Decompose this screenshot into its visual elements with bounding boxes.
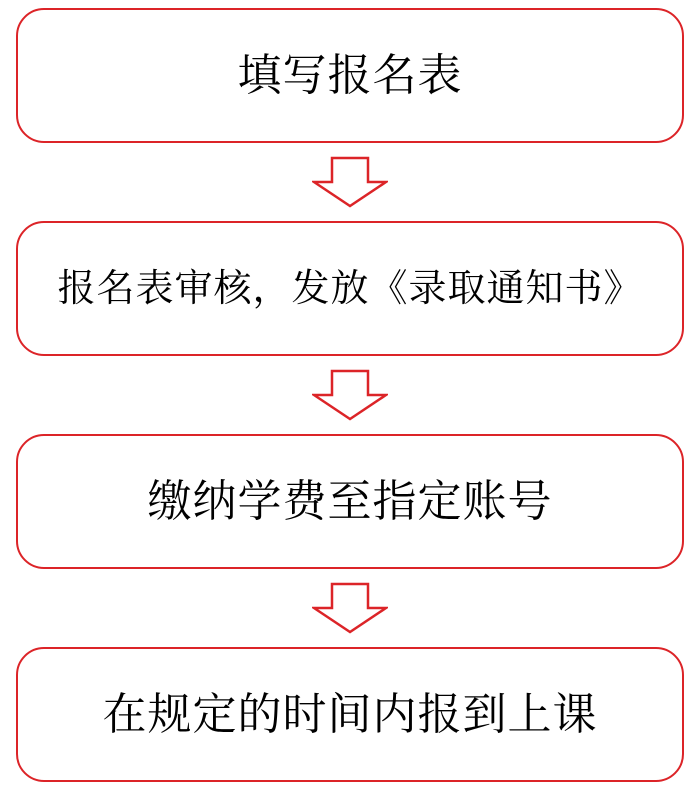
flow-step-report-class — [16, 647, 684, 782]
down-arrow-icon — [312, 582, 388, 634]
down-arrow-shape — [314, 158, 386, 206]
flow-step-report-class-label: 在规定的时间内报到上课 — [102, 689, 598, 739]
flow-step-pay-tuition-label: 缴纳学费至指定账号 — [147, 476, 553, 526]
down-arrow-shape — [314, 584, 386, 632]
down-arrow-icon — [312, 369, 388, 421]
down-arrow-icon — [312, 156, 388, 208]
flow-step-review-notice — [16, 221, 684, 356]
flow-step-fill-form-label: 填写报名表 — [237, 50, 463, 100]
down-arrow-shape — [314, 371, 386, 419]
flow-step-review-notice-label: 报名表审核，发放《录取通知书》 — [57, 267, 643, 310]
flow-step-fill-form — [16, 8, 684, 143]
flow-step-pay-tuition — [16, 434, 684, 569]
